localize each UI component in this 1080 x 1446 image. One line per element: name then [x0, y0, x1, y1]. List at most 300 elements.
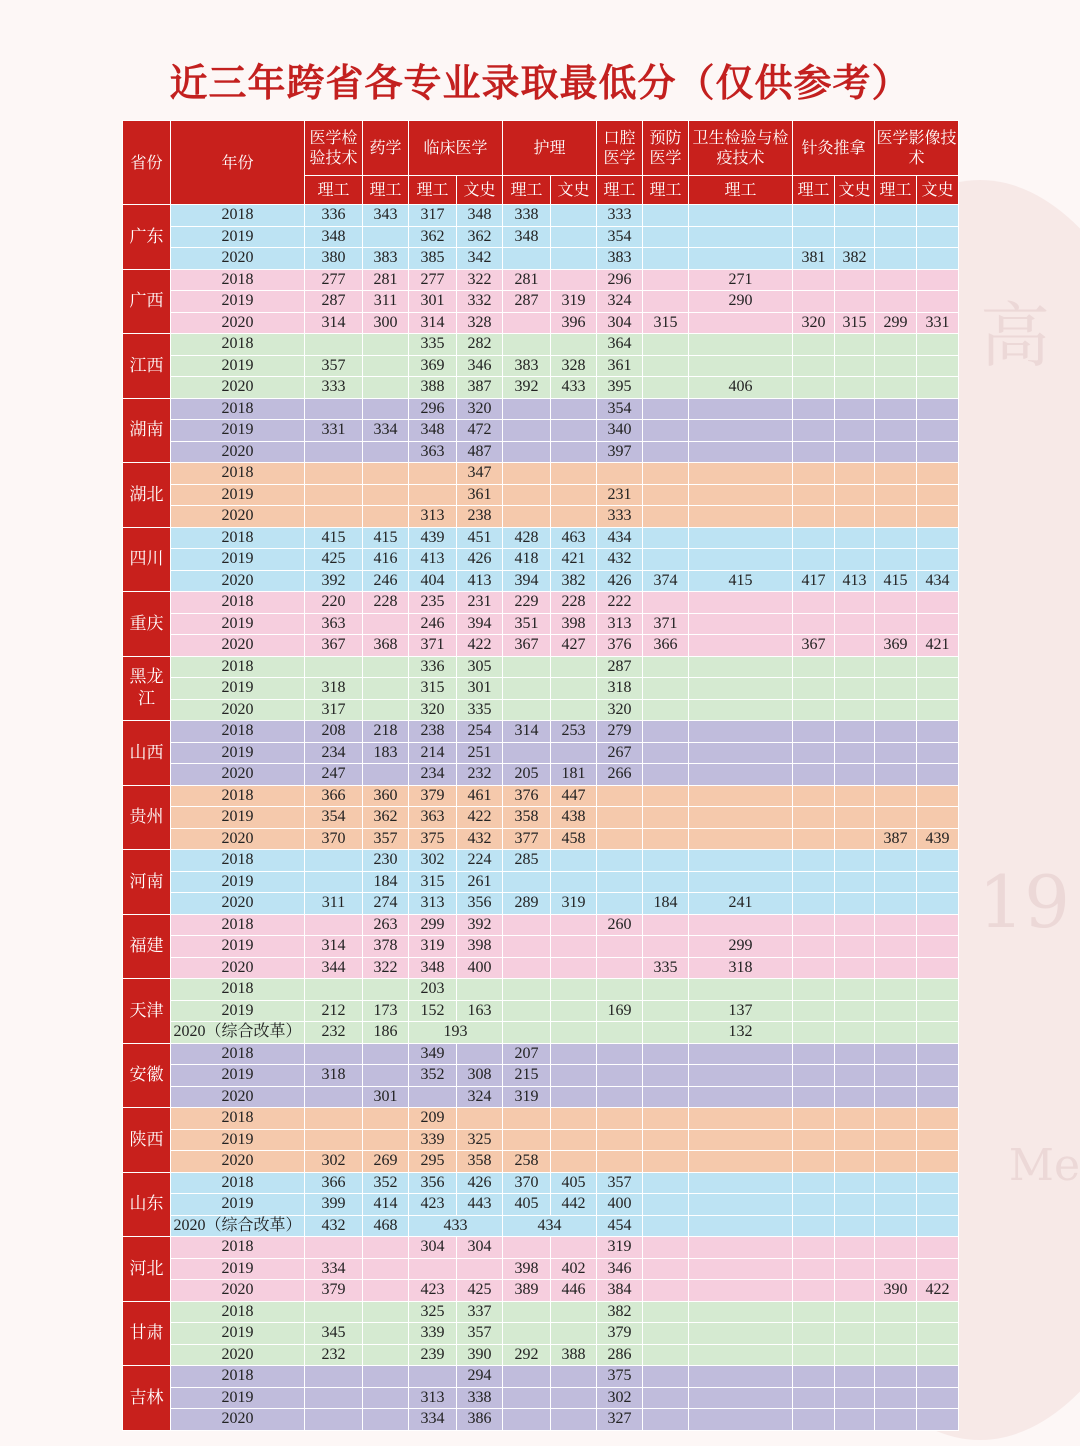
score-cell: 331: [305, 420, 363, 442]
score-cell: 352: [363, 1172, 409, 1194]
score-cell: 368: [363, 635, 409, 657]
score-cell: 427: [551, 635, 597, 657]
score-cell: [793, 463, 835, 485]
score-cell: 404: [409, 570, 457, 592]
score-cell: [835, 635, 875, 657]
score-cell: 434: [503, 1215, 597, 1237]
score-cell: [835, 1172, 875, 1194]
score-cell: [917, 334, 959, 356]
score-cell: [409, 484, 457, 506]
score-cell: [917, 721, 959, 743]
score-cell: 314: [305, 312, 363, 334]
score-cell: 208: [305, 721, 363, 743]
score-cell: [503, 678, 551, 700]
province-cell: 广西: [123, 269, 171, 334]
score-cell: [551, 1129, 597, 1151]
score-cell: [689, 248, 793, 270]
score-cell: [689, 1258, 793, 1280]
score-cell: [363, 1237, 409, 1259]
year-cell: 2018: [171, 1043, 305, 1065]
year-cell: 2020: [171, 764, 305, 786]
score-cell: 383: [597, 248, 643, 270]
score-cell: [305, 1129, 363, 1151]
score-cell: 289: [503, 893, 551, 915]
score-cell: [551, 979, 597, 1001]
score-cell: 319: [409, 936, 457, 958]
score-cell: 315: [643, 312, 689, 334]
score-cell: 315: [409, 871, 457, 893]
score-cell: [689, 398, 793, 420]
score-cell: 274: [363, 893, 409, 915]
header-subject: 理工: [597, 176, 643, 205]
score-cell: [597, 1151, 643, 1173]
score-cell: [875, 269, 917, 291]
score-cell: 392: [457, 914, 503, 936]
score-cell: [793, 420, 835, 442]
score-cell: [643, 721, 689, 743]
score-cell: [835, 656, 875, 678]
score-cell: [689, 1151, 793, 1173]
year-cell: 2018: [171, 205, 305, 227]
score-cell: 390: [457, 1344, 503, 1366]
score-cell: 132: [689, 1022, 793, 1044]
score-cell: [875, 721, 917, 743]
score-cell: 367: [793, 635, 835, 657]
score-cell: [793, 1043, 835, 1065]
table-row: [123, 1344, 959, 1366]
score-cell: 287: [305, 291, 363, 313]
year-cell: 2018: [171, 914, 305, 936]
score-cell: 343: [363, 205, 409, 227]
score-cell: 169: [597, 1000, 643, 1022]
score-cell: 426: [457, 549, 503, 571]
score-cell: [689, 1065, 793, 1087]
score-cell: [875, 334, 917, 356]
score-cell: [917, 807, 959, 829]
score-cell: 415: [875, 570, 917, 592]
score-cell: 335: [409, 334, 457, 356]
year-cell: 2018: [171, 979, 305, 1001]
score-cell: [457, 979, 503, 1001]
score-cell: [835, 807, 875, 829]
score-cell: [457, 1108, 503, 1130]
year-cell: 2019: [171, 807, 305, 829]
score-cell: [917, 1000, 959, 1022]
score-cell: [917, 592, 959, 614]
score-cell: [917, 377, 959, 399]
score-cell: 366: [643, 635, 689, 657]
score-cell: 317: [409, 205, 457, 227]
province-cell: 福建: [123, 914, 171, 979]
score-cell: [409, 1258, 457, 1280]
year-cell: 2018: [171, 1366, 305, 1388]
table-row: [123, 1129, 959, 1151]
score-cell: 285: [503, 850, 551, 872]
score-cell: [409, 1086, 457, 1108]
score-cell: 422: [457, 807, 503, 829]
score-cell: [643, 1043, 689, 1065]
score-cell: 417: [793, 570, 835, 592]
score-cell: 370: [503, 1172, 551, 1194]
score-cell: 311: [305, 893, 363, 915]
header-major: 预防医学: [643, 121, 689, 176]
score-cell: 183: [363, 742, 409, 764]
score-cell: 382: [551, 570, 597, 592]
score-cell: 304: [409, 1237, 457, 1259]
score-cell: 322: [363, 957, 409, 979]
score-cell: [875, 226, 917, 248]
score-cell: [689, 764, 793, 786]
score-cell: [793, 979, 835, 1001]
score-cell: 334: [363, 420, 409, 442]
score-cell: [835, 721, 875, 743]
score-cell: [305, 914, 363, 936]
score-cell: 425: [305, 549, 363, 571]
year-cell: 2018: [171, 527, 305, 549]
score-cell: [363, 506, 409, 528]
score-cell: [363, 441, 409, 463]
score-cell: [875, 291, 917, 313]
score-cell: [689, 656, 793, 678]
year-cell: 2019: [171, 1387, 305, 1409]
score-cell: 246: [363, 570, 409, 592]
score-cell: 421: [917, 635, 959, 657]
score-cell: [689, 850, 793, 872]
score-cell: 229: [503, 592, 551, 614]
score-cell: 247: [305, 764, 363, 786]
score-cell: 314: [305, 936, 363, 958]
score-cell: [305, 463, 363, 485]
score-cell: 234: [305, 742, 363, 764]
score-cell: [917, 1172, 959, 1194]
score-cell: [917, 527, 959, 549]
score-cell: 363: [409, 441, 457, 463]
score-cell: 371: [643, 613, 689, 635]
score-cell: 362: [363, 807, 409, 829]
score-cell: [689, 1172, 793, 1194]
score-cell: [793, 549, 835, 571]
score-cell: 296: [409, 398, 457, 420]
score-cell: [793, 1151, 835, 1173]
score-cell: [917, 1086, 959, 1108]
table-row: [123, 1151, 959, 1173]
score-cell: [689, 463, 793, 485]
score-cell: [305, 850, 363, 872]
score-cell: [689, 1280, 793, 1302]
score-cell: [917, 850, 959, 872]
score-cell: 357: [305, 355, 363, 377]
score-cell: [503, 979, 551, 1001]
score-cell: [875, 1000, 917, 1022]
score-cell: [689, 1237, 793, 1259]
score-cell: [875, 893, 917, 915]
table-row: [123, 1108, 959, 1130]
score-cell: [363, 1366, 409, 1388]
score-cell: [551, 463, 597, 485]
score-cell: [363, 678, 409, 700]
score-cell: [793, 699, 835, 721]
score-cell: [835, 1409, 875, 1431]
score-cell: [835, 1344, 875, 1366]
score-cell: [643, 1022, 689, 1044]
score-cell: 137: [689, 1000, 793, 1022]
score-cell: [793, 441, 835, 463]
score-cell: [917, 957, 959, 979]
score-cell: 369: [875, 635, 917, 657]
score-cell: [875, 506, 917, 528]
score-cell: [689, 592, 793, 614]
score-cell: [835, 377, 875, 399]
score-cell: 381: [793, 248, 835, 270]
score-cell: [551, 914, 597, 936]
score-cell: [917, 205, 959, 227]
score-cell: [835, 850, 875, 872]
score-cell: 333: [597, 506, 643, 528]
year-cell: 2018: [171, 656, 305, 678]
score-cell: [643, 871, 689, 893]
table-row: [123, 463, 959, 485]
score-cell: 322: [457, 269, 503, 291]
score-cell: 364: [597, 334, 643, 356]
score-cell: 397: [597, 441, 643, 463]
header-subject: 理工: [875, 176, 917, 205]
score-cell: 352: [409, 1065, 457, 1087]
score-cell: [875, 463, 917, 485]
score-cell: 313: [409, 506, 457, 528]
score-cell: [689, 1409, 793, 1431]
table-row: [123, 1000, 959, 1022]
page-title: 近三年跨省各专业录取最低分（仅供参考）: [169, 61, 911, 105]
score-cell: [875, 699, 917, 721]
score-cell: 338: [457, 1387, 503, 1409]
score-cell: [917, 1258, 959, 1280]
score-cell: [363, 1387, 409, 1409]
score-cell: [875, 549, 917, 571]
score-cell: [689, 226, 793, 248]
header-year: 年份: [171, 121, 305, 205]
score-cell: 335: [643, 957, 689, 979]
year-cell: 2020: [171, 377, 305, 399]
score-cell: 336: [409, 656, 457, 678]
header-subject: 理工: [305, 176, 363, 205]
header-subject: 理工: [689, 176, 793, 205]
header-subject: 理工: [409, 176, 457, 205]
score-cell: [917, 871, 959, 893]
score-cell: [917, 914, 959, 936]
score-cell: [835, 699, 875, 721]
score-cell: 396: [551, 312, 597, 334]
score-cell: [503, 699, 551, 721]
table-row: [123, 957, 959, 979]
score-cell: [917, 1065, 959, 1087]
score-cell: [689, 979, 793, 1001]
score-cell: [793, 764, 835, 786]
score-cell: 319: [551, 291, 597, 313]
score-cell: 334: [305, 1258, 363, 1280]
score-cell: 349: [409, 1043, 457, 1065]
score-cell: 337: [457, 1301, 503, 1323]
score-cell: [503, 484, 551, 506]
province-cell: 重庆: [123, 592, 171, 657]
table-row: [123, 807, 959, 829]
score-cell: 328: [551, 355, 597, 377]
score-cell: [689, 1387, 793, 1409]
score-cell: [875, 527, 917, 549]
score-cell: [551, 1065, 597, 1087]
score-cell: 327: [597, 1409, 643, 1431]
admission-score-table: [122, 120, 959, 1431]
score-cell: 302: [305, 1151, 363, 1173]
table-row: [123, 742, 959, 764]
score-cell: [597, 807, 643, 829]
score-cell: 433: [551, 377, 597, 399]
score-cell: 331: [917, 312, 959, 334]
year-cell: 2020: [171, 312, 305, 334]
score-cell: 354: [597, 226, 643, 248]
score-cell: [689, 355, 793, 377]
score-cell: [793, 205, 835, 227]
score-cell: 354: [305, 807, 363, 829]
score-cell: [917, 398, 959, 420]
score-cell: [835, 269, 875, 291]
score-cell: [689, 1043, 793, 1065]
score-cell: 238: [409, 721, 457, 743]
score-cell: [835, 893, 875, 915]
score-cell: [875, 742, 917, 764]
score-cell: 413: [457, 570, 503, 592]
score-cell: [835, 1215, 875, 1237]
score-cell: 313: [409, 893, 457, 915]
score-cell: 461: [457, 785, 503, 807]
score-cell: 231: [457, 592, 503, 614]
score-cell: 390: [875, 1280, 917, 1302]
score-cell: 387: [875, 828, 917, 850]
score-cell: [597, 785, 643, 807]
score-cell: 432: [457, 828, 503, 850]
score-cell: 318: [305, 678, 363, 700]
score-cell: 184: [643, 893, 689, 915]
year-cell: 2020: [171, 957, 305, 979]
score-cell: [457, 1043, 503, 1065]
score-cell: 367: [305, 635, 363, 657]
year-cell: 2019: [171, 871, 305, 893]
score-cell: [643, 979, 689, 1001]
score-cell: [917, 656, 959, 678]
score-cell: [643, 1344, 689, 1366]
score-cell: [917, 484, 959, 506]
table-row: [123, 979, 959, 1001]
score-cell: [875, 592, 917, 614]
score-cell: [835, 613, 875, 635]
score-cell: [643, 398, 689, 420]
score-cell: [597, 828, 643, 850]
score-cell: [551, 334, 597, 356]
score-cell: [793, 1237, 835, 1259]
score-cell: [835, 957, 875, 979]
score-cell: 241: [689, 893, 793, 915]
province-cell: 安徽: [123, 1043, 171, 1108]
score-cell: 305: [457, 656, 503, 678]
score-cell: [875, 1409, 917, 1431]
score-cell: [551, 441, 597, 463]
score-cell: [551, 1237, 597, 1259]
year-cell: 2019: [171, 613, 305, 635]
score-cell: [875, 484, 917, 506]
score-cell: 388: [551, 1344, 597, 1366]
year-cell: 2020（综合改革）: [171, 1022, 305, 1044]
score-cell: [643, 441, 689, 463]
score-cell: [835, 506, 875, 528]
score-cell: [597, 1043, 643, 1065]
table-row: [123, 613, 959, 635]
header-major: 针灸推拿: [793, 121, 875, 176]
score-cell: 260: [597, 914, 643, 936]
score-cell: [643, 527, 689, 549]
score-cell: [689, 742, 793, 764]
score-cell: [551, 1000, 597, 1022]
score-cell: [793, 506, 835, 528]
score-cell: 222: [597, 592, 643, 614]
score-cell: [689, 785, 793, 807]
score-cell: [875, 785, 917, 807]
score-cell: [875, 850, 917, 872]
score-cell: [503, 1237, 551, 1259]
score-cell: 432: [597, 549, 643, 571]
score-cell: 362: [409, 226, 457, 248]
score-cell: 320: [793, 312, 835, 334]
score-cell: [689, 1344, 793, 1366]
table-row: [123, 1323, 959, 1345]
score-cell: [305, 506, 363, 528]
score-cell: 386: [457, 1409, 503, 1431]
table-row: [123, 850, 959, 872]
score-cell: 287: [597, 656, 643, 678]
score-cell: 356: [457, 893, 503, 915]
score-cell: [363, 656, 409, 678]
score-cell: 421: [551, 549, 597, 571]
score-cell: 184: [363, 871, 409, 893]
score-cell: [793, 1323, 835, 1345]
score-cell: [363, 484, 409, 506]
watermark-glyph: 高: [980, 295, 1050, 377]
score-cell: [689, 1086, 793, 1108]
year-cell: 2018: [171, 850, 305, 872]
header-subject: 理工: [643, 176, 689, 205]
score-cell: [793, 828, 835, 850]
year-cell: 2020: [171, 248, 305, 270]
score-cell: [917, 1194, 959, 1216]
score-cell: [917, 549, 959, 571]
score-cell: 152: [409, 1000, 457, 1022]
score-cell: [793, 1022, 835, 1044]
score-cell: 439: [917, 828, 959, 850]
score-cell: 348: [409, 957, 457, 979]
score-cell: [503, 441, 551, 463]
score-cell: [305, 1237, 363, 1259]
score-cell: [793, 1258, 835, 1280]
score-cell: [597, 1065, 643, 1087]
score-cell: 302: [597, 1387, 643, 1409]
score-cell: [551, 226, 597, 248]
score-cell: [917, 355, 959, 377]
score-cell: 320: [409, 699, 457, 721]
score-cell: [643, 377, 689, 399]
score-cell: [503, 463, 551, 485]
score-cell: 314: [503, 721, 551, 743]
score-cell: [551, 1151, 597, 1173]
score-cell: 318: [597, 678, 643, 700]
table-row: [123, 1258, 959, 1280]
